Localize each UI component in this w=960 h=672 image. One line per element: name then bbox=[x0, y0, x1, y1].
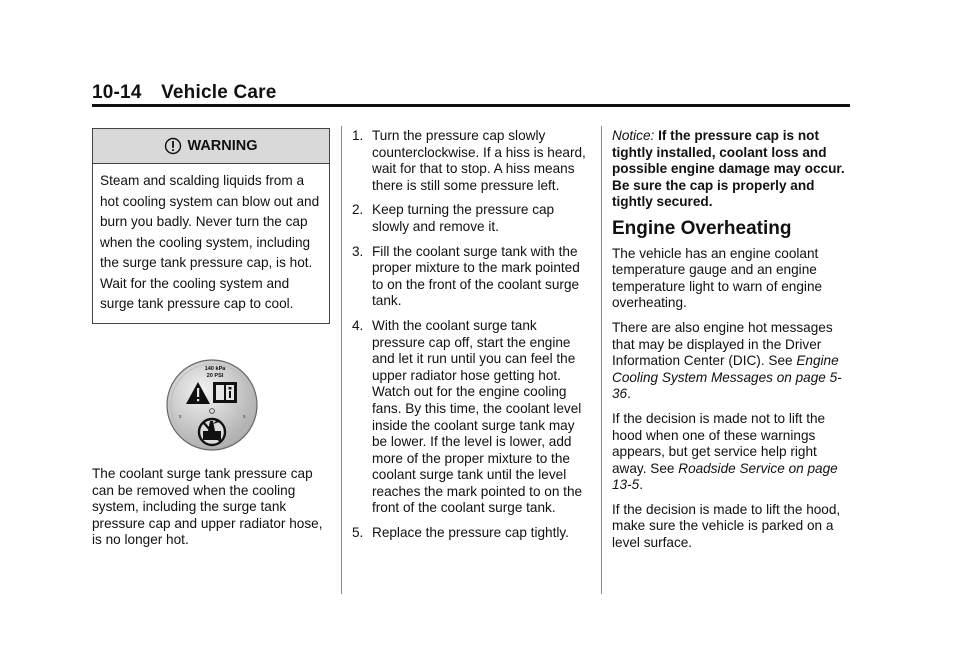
step-number: 5. bbox=[352, 525, 364, 541]
step-text: Replace the pressure cap tightly. bbox=[372, 525, 569, 541]
column-left bbox=[92, 128, 328, 549]
notice-text: If the pressure cap is not tightly installed, coolant loss and possible engine damage may occur. Be sure the cap is properly and tightly secured. bbox=[612, 128, 845, 210]
manual-book-icon bbox=[213, 382, 237, 403]
warning-icon bbox=[164, 137, 182, 155]
hot-hand-prohibited-icon bbox=[199, 419, 225, 445]
warning-header bbox=[93, 129, 329, 164]
column-right bbox=[612, 128, 852, 560]
section-paragraph: The vehicle has an engine coolant temperature gauge and an engine temperature light to warn of engine overheating. bbox=[612, 245, 823, 311]
column-divider bbox=[341, 126, 342, 594]
section-paragraph: If the decision is made to lift the hood, make sure the vehicle is parked on a level surface. bbox=[612, 501, 841, 551]
paragraph-text: If the decision is made not to lift the hood when one of these warnings appears, but get service help right away. See bbox=[612, 410, 826, 476]
list-item bbox=[352, 525, 590, 542]
pressure-cap-figure bbox=[165, 358, 259, 452]
procedure-steps bbox=[352, 128, 590, 542]
list-item bbox=[352, 244, 590, 310]
step-text: Fill the coolant surge tank with the proper mixture to the mark pointed to on the front of the coolant surge tank. bbox=[372, 243, 580, 309]
section-paragraph bbox=[612, 411, 852, 494]
step-number: 2. bbox=[352, 202, 364, 218]
paragraph-text: . bbox=[627, 386, 631, 402]
chapter-title: Vehicle Care bbox=[161, 82, 277, 103]
cap-removal-paragraph: The coolant surge tank pressure cap can be removed when the cooling system, including the surge tank pressure cap and upper radiator hose, is no longer hot. bbox=[92, 466, 323, 548]
notice-label: Notice: bbox=[612, 128, 655, 143]
cross-reference-link[interactable]: Roadside Service on page 13-5 bbox=[612, 460, 838, 493]
step-text: Keep turning the pressure cap slowly and remove it. bbox=[372, 202, 555, 234]
list-item bbox=[352, 202, 590, 235]
warning-text: Steam and scalding liquids from a hot cooling system can blow out and burn you badly. Never turn the cap when the cooling system, including the surge tank pressure cap, is hot. Wait for the cooling system and surge tank pressure cap to cool. bbox=[100, 173, 320, 311]
warning-box bbox=[92, 128, 330, 324]
step-text: With the coolant surge tank pressure cap off, start the engine and let it run until you can feel the upper radiator hose getting hot. Watch out for the engine cooling fans. By this time, the coolant level inside the coolant surge tank may be lower. If the level is lower, add more of the proper mixture to the coolant surge tank until the level reaches the mark pointed to on the front of the coolant surge tank. bbox=[372, 317, 583, 516]
column-divider bbox=[601, 126, 602, 594]
section-paragraph bbox=[612, 320, 852, 403]
notice-paragraph bbox=[612, 128, 852, 211]
svg-text:s: s bbox=[179, 413, 182, 420]
cap-kpa-label: 140 kPa bbox=[204, 365, 226, 372]
step-number: 4. bbox=[352, 317, 364, 333]
list-item bbox=[352, 318, 590, 517]
svg-text:s: s bbox=[243, 413, 246, 420]
step-text: Turn the pressure cap slowly counterclockwise. If a hiss is heard, wait for that to stop. A hiss means there is still some pressure left. bbox=[372, 128, 586, 193]
section-title: Engine Overheating bbox=[612, 217, 792, 239]
header-rule bbox=[92, 104, 850, 107]
cross-reference-link[interactable]: Engine Cooling System Messages on page 5-36 bbox=[612, 353, 842, 402]
warning-label: WARNING bbox=[187, 137, 258, 154]
page-number: 10-14 bbox=[92, 82, 142, 103]
step-number: 1. bbox=[352, 128, 364, 143]
paragraph-text: There are also engine hot messages that may be displayed in the Driver Information Center (DIC). See bbox=[612, 319, 833, 369]
cap-psi-label: 20 PSI bbox=[206, 372, 224, 379]
paragraph-text: . bbox=[639, 477, 643, 493]
page-header bbox=[92, 82, 850, 104]
step-number: 3. bbox=[352, 243, 364, 259]
list-item bbox=[352, 128, 590, 194]
column-middle bbox=[352, 128, 590, 550]
page-header-text bbox=[92, 82, 850, 104]
